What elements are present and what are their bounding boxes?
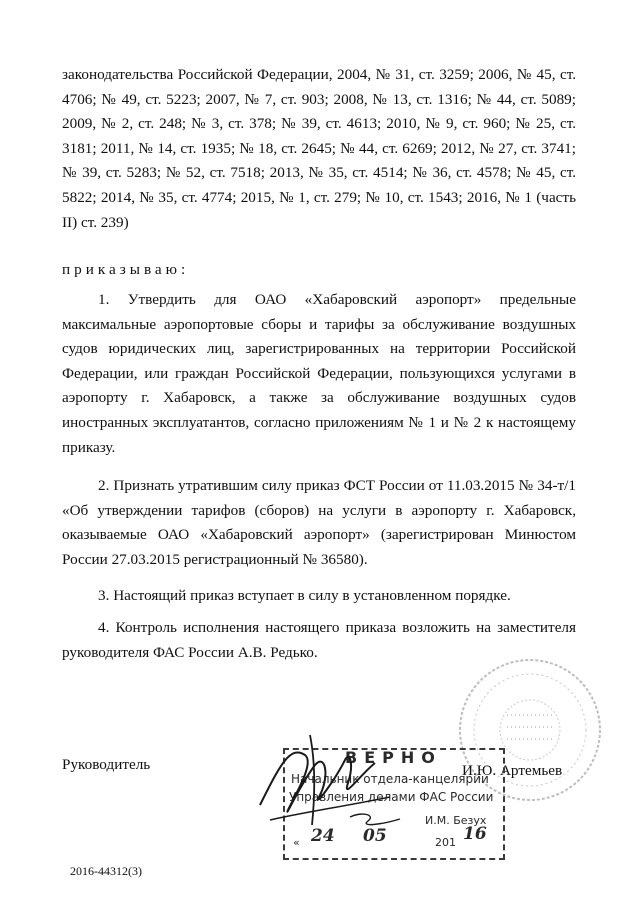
intro-paragraph: законодательства Российской Федерации, 2004, № 31, ст. 3259; 2006, № 45, ст. 4706; № 49, ст. 5223; 2007, № 7, ст. 903; 2008, № 13, ст. 1316; № 44, ст. 5089; 2009, № 2, ст. 248; № 3, ст. 378; № 39, ст. 4613; 2010, № 9, ст. 960; № 25, ст. 3181; 2011, № 14, ст. 1935; № 18, ст. 2645; № 44, ст. 6269; 2012, № 27, ст. 3741; № 39, ст. 5283; № 52, ст. 7518; 2013, № 35, ст. 4514; № 36, ст. 4578; № 45, ст. 5822; 2014, № 35, ст. 4774; 2015, № 1, ст. 279; № 10, ст. 1543; 2016, № 1 (часть II) ст. 239) bbox=[62, 66, 576, 231]
stamp-date-open-quote: « bbox=[293, 836, 300, 849]
stamp-department-line: Управления делами ФАС России bbox=[289, 790, 494, 804]
signatory-name: И.Ю. Артемьев bbox=[462, 762, 563, 779]
order-item-3: 3. Настоящий приказ вступает в силу в установленном порядке. bbox=[98, 587, 511, 604]
stamp-date-year-prefix: 201 bbox=[435, 836, 456, 849]
order-word: приказываю: bbox=[62, 261, 190, 278]
stamp-date-year-suffix: 16 bbox=[463, 824, 487, 844]
order-item-1: 1. Утвердить для ОАО «Хабаровский аэропорт» предельные максимальные аэропортовые сборы и тарифы за обслуживание воздушных судов юридических лиц, зарегистрированных на территории Российской Федерации, или граждан Российской Федерации, пользующихся услугами в аэропорту г. Хабаровск, а также за обслуживание воздушных судов иностранных эксплуатантов, согласно приложениям № 1 и № 2 к настоящему приказу. bbox=[62, 291, 576, 456]
document-number: 2016-44312(3) bbox=[70, 864, 142, 878]
order-item-4: 4. Контроль исполнения настоящего приказа возложить на заместителя руководителя ФАС России А.В. Редько. bbox=[62, 619, 576, 661]
stamp-officer-name: И.М. Безух bbox=[425, 814, 487, 827]
handwritten-signature-icon bbox=[250, 725, 420, 835]
stamp-date-month: 05 bbox=[363, 826, 387, 846]
order-item-2: 2. Признать утратившим силу приказ ФСТ России от 11.03.2015 № 34-т/1 «Об утверждении тарифов (сборов) на услуги в аэропорту г. Хабаровск, оказываемые ОАО «Хабаровский аэропорт» (зарегистрирован Минюстом России 27.03.2015 регистрационный № 36580). bbox=[62, 477, 576, 568]
signatory-title: Руководитель bbox=[62, 756, 151, 773]
stamp-date-day: 24 bbox=[311, 826, 335, 846]
stamp-title: ВЕРНО bbox=[345, 748, 442, 767]
stamp-position-line: Начальник отдела-канцелярии bbox=[291, 772, 489, 786]
